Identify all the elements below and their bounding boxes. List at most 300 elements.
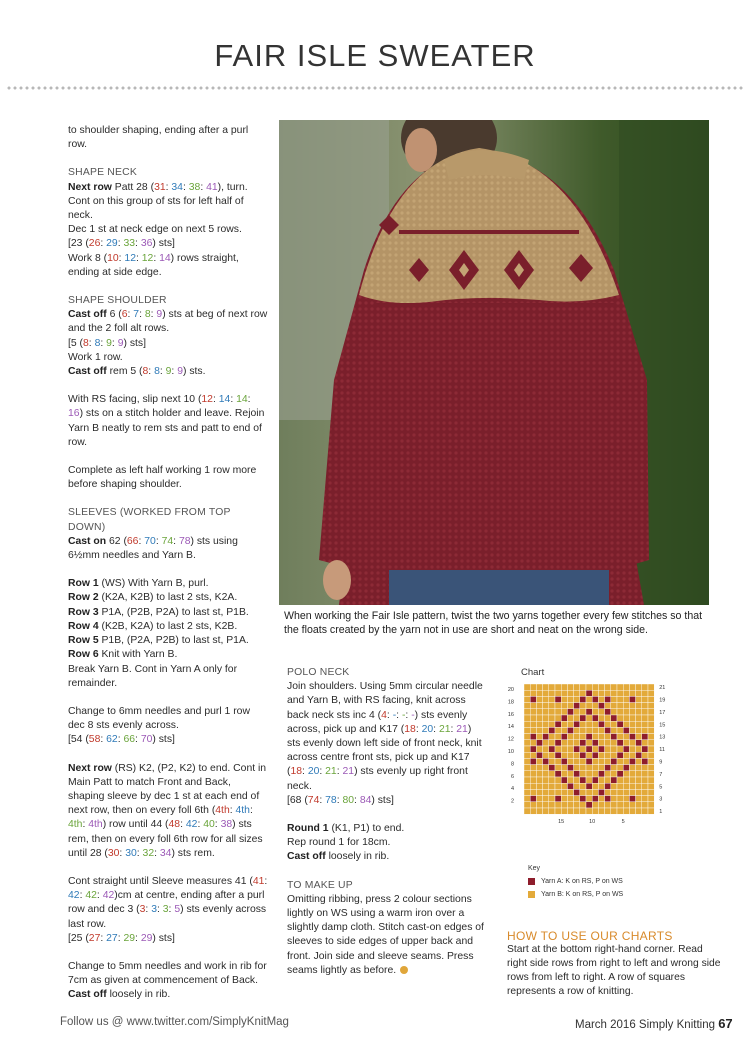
chart-cell [530, 771, 536, 777]
chart-cell [636, 696, 642, 702]
chart-cell [543, 740, 549, 746]
chart-cell [574, 765, 580, 771]
chart-cell [580, 734, 586, 740]
page-number: 67 [718, 1016, 733, 1031]
chart-cell [648, 709, 654, 715]
chart-cell [636, 734, 642, 740]
chart-cell [555, 777, 561, 783]
chart-cell [629, 752, 635, 758]
chart-cell [623, 690, 629, 696]
chart-right-tick: 11 [659, 747, 665, 754]
chart-cell [642, 758, 648, 764]
chart-cell [617, 746, 623, 752]
chart-cell [642, 808, 648, 814]
chart-cell [636, 721, 642, 727]
swatch-yarn-a [528, 878, 535, 885]
chart-cell [561, 721, 567, 727]
chart-cell [536, 684, 542, 690]
chart-cell [536, 771, 542, 777]
chart-cell [592, 690, 598, 696]
chart-cell [536, 746, 542, 752]
make-up-text: Omitting ribbing, press 2 colour sections lightly on WS using a warm iron over a slightly damp cloth. Stitch cast-on edges of sleeves to side edges of upper back and front. Join side and sleeve seams. Press seams lightly as before. [287, 893, 484, 976]
chart-cell [623, 740, 629, 746]
chart-cell [598, 721, 604, 727]
chart-right-tick: 15 [659, 722, 666, 729]
chart-cell [555, 789, 561, 795]
chart-cell [555, 727, 561, 733]
chart-cell [561, 789, 567, 795]
row-5: Row 5 P1B, (P2A, P2B) to last st, P1A. [68, 635, 249, 647]
chart-cell [617, 696, 623, 702]
chart-cell [580, 789, 586, 795]
make-up-heading: TO MAKE UP [287, 879, 353, 891]
chart-label: Chart [521, 667, 545, 678]
chart-cell [605, 715, 611, 721]
chart-cell [642, 715, 648, 721]
change-6mm-text: Change to 6mm needles and purl 1 row dec 8 sts evenly across. [68, 705, 250, 732]
chart-right-tick: 1 [659, 809, 663, 816]
chart-cell [561, 802, 567, 808]
row-1: Row 1 (WS) With Yarn B, purl. [68, 578, 209, 590]
chart-cell [549, 703, 555, 709]
chart-cell [574, 740, 580, 746]
break-yarn-text: Break Yarn B. Cont in Yarn A only for remainder. [68, 663, 238, 689]
chart-cell [561, 703, 567, 709]
chart-cell [648, 746, 654, 752]
polo-neck-heading: POLO NECK [287, 667, 350, 678]
chart-cell [592, 696, 598, 702]
chart-cell [642, 789, 648, 795]
chart-cell [617, 802, 623, 808]
chart-cell [592, 740, 598, 746]
chart-cell [536, 709, 542, 715]
chart-cell [524, 727, 530, 733]
chart-cell [605, 690, 611, 696]
chart-cell [598, 789, 604, 795]
sleeves-caston: Cast on 62 (66: 70: 74: 78) sts using 6½mm needles and Yarn B. [68, 535, 238, 562]
chart-cell [536, 765, 542, 771]
chart-cell [598, 796, 604, 802]
chart-cell [598, 709, 604, 715]
chart-cell [611, 715, 617, 721]
chart-cell [555, 808, 561, 814]
chart-cell [530, 783, 536, 789]
chart-cell [623, 684, 629, 690]
sleeves-heading: SLEEVES (WORKED FROM TOP DOWN) [68, 507, 231, 533]
chart-cell [561, 684, 567, 690]
chart-cell [561, 715, 567, 721]
chart-cell [586, 796, 592, 802]
chart-cell [611, 777, 617, 783]
chart-cell [617, 703, 623, 709]
shape-neck-work: Work 8 (10: 12: 12: 14) rows straight, ending at side edge. [68, 252, 239, 278]
chart-cell [636, 715, 642, 721]
chart-cell [586, 696, 592, 702]
chart-cell [580, 715, 586, 721]
chart-left-tick: 14 [507, 724, 514, 731]
chart-left-tick: 12 [507, 736, 514, 743]
chart-left-tick: 18 [507, 699, 514, 706]
chart-cell [648, 752, 654, 758]
chart-cell [598, 765, 604, 771]
chart-cell [648, 684, 654, 690]
chart-cell [530, 796, 536, 802]
chart-cell [598, 758, 604, 764]
chart-cell [574, 783, 580, 789]
chart-cell [611, 771, 617, 777]
chart-cell [611, 740, 617, 746]
chart-cell [642, 783, 648, 789]
chart-cell [524, 721, 530, 727]
chart-cell [629, 721, 635, 727]
chart-cell [530, 777, 536, 783]
chart-cell [623, 771, 629, 777]
chart-cell [623, 746, 629, 752]
chart-cell [530, 715, 536, 721]
chart-cell [567, 758, 573, 764]
chart-cell [648, 690, 654, 696]
chart-cell [549, 746, 555, 752]
chart-cell [586, 734, 592, 740]
chart-cell [530, 740, 536, 746]
chart-cell [524, 734, 530, 740]
chart-cell [580, 783, 586, 789]
chart-cell [561, 783, 567, 789]
chart-cell [561, 709, 567, 715]
chart-left-tick: 4 [510, 786, 514, 793]
chart-cell [636, 808, 642, 814]
chart-cell [629, 765, 635, 771]
chart-cell [555, 740, 561, 746]
chart-cell [623, 727, 629, 733]
chart-cell [629, 715, 635, 721]
chart-cell [561, 765, 567, 771]
chart-cell [605, 758, 611, 764]
chart-cell [636, 771, 642, 777]
chart-cell [617, 808, 623, 814]
chart-cell [586, 752, 592, 758]
chart-cell [586, 709, 592, 715]
chart-cell [536, 777, 542, 783]
chart-cell [555, 746, 561, 752]
chart-cell [536, 740, 542, 746]
chart-cell [567, 734, 573, 740]
chart-cell [543, 752, 549, 758]
chart-cell [580, 690, 586, 696]
chart-cell [580, 765, 586, 771]
chart-cell [536, 796, 542, 802]
chart-cell [567, 771, 573, 777]
chart-cell [543, 721, 549, 727]
chart-cell [543, 765, 549, 771]
chart-cell [555, 684, 561, 690]
chart-cell [629, 746, 635, 752]
chart-cell [598, 740, 604, 746]
chart-cell [543, 715, 549, 721]
chart-cell [592, 721, 598, 727]
chart-cell [543, 684, 549, 690]
polo-neck-count: [68 (74: 78: 80: 84) sts] [287, 794, 394, 806]
chart-cell [549, 758, 555, 764]
chart-cell [648, 789, 654, 795]
chart-cell [567, 802, 573, 808]
chart-cell [617, 796, 623, 802]
chart-cell [592, 783, 598, 789]
chart-cell [574, 758, 580, 764]
chart-cell [536, 703, 542, 709]
middle-column [287, 666, 487, 978]
chart-cell [549, 696, 555, 702]
chart-cell [561, 777, 567, 783]
chart-cell [586, 758, 592, 764]
sweater-illustration [279, 120, 709, 605]
cont-straight-text: Cont straight until Sleeve measures 41 (41: 42: 42: 42)cm at centre, ending after a purl row and dec 3 (3: 3: 3: 5) sts evenly across last row. [25 (27: 27: 29: 29) sts] [68, 875, 268, 944]
chart-cell [605, 771, 611, 777]
chart-cell [605, 703, 611, 709]
final-castoff: Cast off loosely in rib. [68, 989, 171, 1001]
change-6mm-count: [54 (58: 62: 66: 70) sts] [68, 734, 175, 746]
chart-cell [605, 808, 611, 814]
chart-cell [586, 721, 592, 727]
chart-cell [617, 777, 623, 783]
chart-cell [642, 740, 648, 746]
chart-cell [648, 802, 654, 808]
chart-cell [617, 690, 623, 696]
chart-cell [574, 684, 580, 690]
chart-cell [605, 765, 611, 771]
footer-issue: March 2016 Simply Knitting 67 [575, 1016, 733, 1031]
chart-cell [567, 721, 573, 727]
sweater-photo [279, 120, 709, 605]
left-column [68, 124, 268, 1003]
chart-cell [567, 709, 573, 715]
chart-cell [580, 802, 586, 808]
chart-cell [605, 734, 611, 740]
chart-cell [561, 796, 567, 802]
chart-cell [586, 808, 592, 814]
chart-cell [598, 715, 604, 721]
complete-text: Complete as left half working 1 row more before shaping shoulder. [68, 465, 257, 491]
chart-cell [549, 734, 555, 740]
chart-cell [555, 771, 561, 777]
chart-cell [611, 690, 617, 696]
chart-cell [555, 703, 561, 709]
chart-cell [567, 684, 573, 690]
chart-cell [549, 721, 555, 727]
chart-cell [605, 696, 611, 702]
chart-cell [605, 796, 611, 802]
chart-cell [592, 715, 598, 721]
chart-cell [617, 715, 623, 721]
chart-cell [598, 734, 604, 740]
chart-cell [598, 727, 604, 733]
chart-cell [629, 796, 635, 802]
chart-cell [567, 703, 573, 709]
chart-cell [629, 734, 635, 740]
chart-cell [555, 802, 561, 808]
row-2: Row 2 (K2A, K2B) to last 2 sts, K2A. [68, 592, 238, 604]
chart-cell [524, 746, 530, 752]
chart-cell [623, 703, 629, 709]
chart-cell [561, 752, 567, 758]
chart-cell [586, 690, 592, 696]
chart-cell [567, 777, 573, 783]
chart-cell [561, 740, 567, 746]
chart-cell [586, 715, 592, 721]
chart-cell [648, 703, 654, 709]
chart-cell [530, 758, 536, 764]
chart-cell [580, 752, 586, 758]
how-to-heading: HOW TO USE OUR CHARTS [507, 929, 673, 943]
shape-shoulder-heading: SHAPE SHOULDER [68, 295, 167, 307]
yarn-ball-icon [400, 966, 408, 974]
chart-cell [574, 789, 580, 795]
chart-cell [555, 758, 561, 764]
chart-cell [636, 802, 642, 808]
chart-cell [648, 696, 654, 702]
chart-cell [611, 696, 617, 702]
shape-neck-next-row: Next row Patt 28 (31: 34: 38: 41), turn. Cont on this group of sts for left half of neck. [68, 181, 248, 222]
chart-cell [580, 709, 586, 715]
chart-cell [611, 684, 617, 690]
chart-cell [543, 709, 549, 715]
chart-cell [611, 765, 617, 771]
chart-cell [605, 789, 611, 795]
chart-cell [530, 734, 536, 740]
chart-cell [605, 721, 611, 727]
chart-cell [623, 758, 629, 764]
chart-cell [629, 727, 635, 733]
chart-cell [530, 703, 536, 709]
chart-cell [555, 696, 561, 702]
chart-cell [524, 703, 530, 709]
chart-cell [586, 684, 592, 690]
shape-neck-dec: Dec 1 st at neck edge on next 5 rows. [68, 224, 242, 236]
chart-key [528, 865, 623, 898]
chart-cell [549, 684, 555, 690]
chart-cell [580, 777, 586, 783]
chart-left-tick: 16 [507, 711, 514, 718]
chart-cell [536, 802, 542, 808]
chart-cell [592, 752, 598, 758]
chart-cell [623, 796, 629, 802]
chart-cell [524, 684, 530, 690]
chart-cell [549, 727, 555, 733]
chart-cell [567, 746, 573, 752]
chart-cell [530, 752, 536, 758]
chart-cell [524, 789, 530, 795]
chart-cell [623, 808, 629, 814]
chart-left-tick: 20 [507, 686, 514, 693]
chart-cell [543, 789, 549, 795]
chart-cell [580, 808, 586, 814]
chart-cell [648, 796, 654, 802]
chart-cell [567, 808, 573, 814]
chart-cell [567, 727, 573, 733]
chart-cell [561, 771, 567, 777]
chart-cell [623, 709, 629, 715]
chart-cell [536, 789, 542, 795]
chart-cell [648, 758, 654, 764]
chart-cell [636, 746, 642, 752]
chart-cell [574, 777, 580, 783]
chart-right-tick: 7 [659, 771, 663, 778]
chart-cell [623, 789, 629, 795]
chart-cell [524, 740, 530, 746]
chart-cell [592, 802, 598, 808]
chart-cell [543, 796, 549, 802]
chart-cell [586, 771, 592, 777]
chart-cell [623, 765, 629, 771]
chart-cell [561, 746, 567, 752]
chart-cell [648, 715, 654, 721]
chart-cell [617, 740, 623, 746]
chart-cell [648, 721, 654, 727]
chart-cell [524, 752, 530, 758]
chart-cell [543, 808, 549, 814]
chart-cell [605, 802, 611, 808]
chart-cell [574, 715, 580, 721]
chart-cell [586, 740, 592, 746]
chart-cell [567, 740, 573, 746]
chart-cell [611, 802, 617, 808]
chart-cell [549, 802, 555, 808]
footer-social[interactable]: Follow us @ www.twitter.com/SimplyKnitMag [60, 1016, 289, 1028]
chart-cell [567, 796, 573, 802]
chart-right-tick: 3 [659, 796, 663, 803]
chart-cell [605, 727, 611, 733]
chart-cell [642, 709, 648, 715]
chart-cell [549, 740, 555, 746]
chart-cell [592, 796, 598, 802]
chart-cell [629, 690, 635, 696]
chart-cell [549, 789, 555, 795]
change-5mm-text: Change to 5mm needles and work in rib for 7cm as given at commencement of Back. [68, 960, 267, 987]
chart-cell [586, 703, 592, 709]
chart-cell [611, 709, 617, 715]
chart-cell [543, 696, 549, 702]
chart-cell [574, 727, 580, 733]
chart-cell [629, 808, 635, 814]
chart-cell [549, 771, 555, 777]
chart-cell [648, 740, 654, 746]
chart-cell [574, 796, 580, 802]
chart-cell [611, 808, 617, 814]
chart-cell [580, 721, 586, 727]
row-3: Row 3 P1A, (P2B, P2A) to last st, P1B. [68, 606, 249, 618]
chart-cell [617, 765, 623, 771]
polo-neck-text: Join shoulders. Using 5mm circular needle and Yarn B, with RS facing, knit across back neck sts inc 4 (4: -: -: -) sts evenly across, pick up and K17 (18: 20: 21: 21) sts evenly down left side of front neck, knit across centre front sts, pick up and K17 (18: 20: 21: 21) sts evenly up right front neck. [287, 681, 483, 792]
chart-cell [623, 715, 629, 721]
chart-cell [592, 789, 598, 795]
chart-cell [586, 783, 592, 789]
chart-cell [574, 802, 580, 808]
chart-cell [598, 777, 604, 783]
chart-cell [536, 783, 542, 789]
chart-cell [605, 684, 611, 690]
chart-cell [580, 684, 586, 690]
chart-grid [500, 680, 670, 850]
chart-cell [642, 752, 648, 758]
chart-cell [561, 727, 567, 733]
chart-cell [567, 765, 573, 771]
chart-cell [629, 740, 635, 746]
fair-isle-chart [500, 680, 670, 850]
polo-castoff: Cast off loosely in rib. [287, 851, 390, 863]
chart-cell [543, 703, 549, 709]
chart-cell [611, 796, 617, 802]
chart-cell [543, 771, 549, 777]
